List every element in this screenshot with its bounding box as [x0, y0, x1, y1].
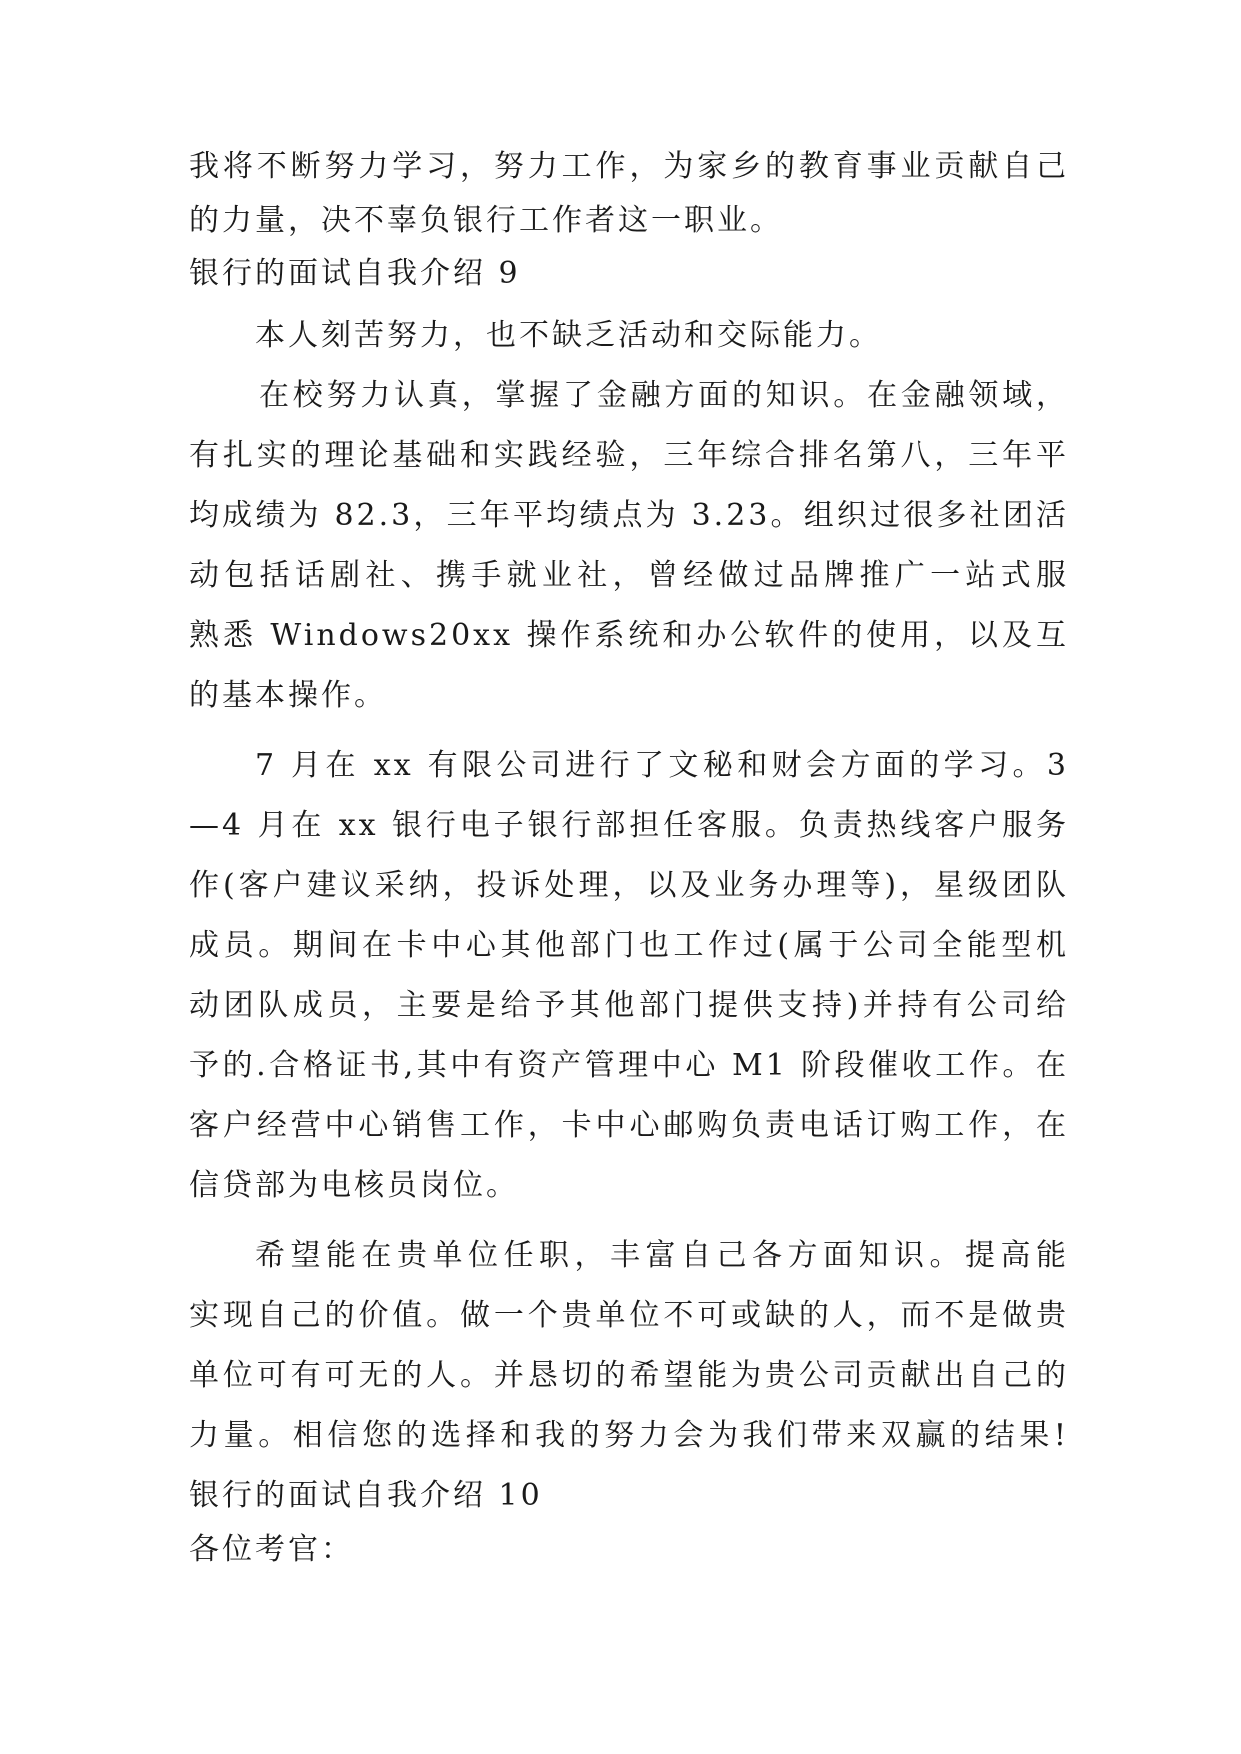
paragraph-line: 在校努力认真，掌握了金融方面的知识。在金融领域， — [259, 378, 1069, 413]
paragraph-line: 各位考官： — [189, 1532, 354, 1567]
section-heading: 银行的面试自我介绍 9 — [189, 256, 521, 291]
paragraph-line: 熟悉 Windows20xx 操作系统和办公软件的使用，以及互 — [189, 618, 1069, 653]
paragraph-line: 希望能在贵单位任职，丰富自己各方面知识。提高能 — [255, 1238, 1069, 1273]
paragraph-line: 客户经营中心销售工作，卡中心邮购负责电话订购工作，在 — [189, 1108, 1069, 1143]
paragraph-line: 本人刻苦努力，也不缺乏活动和交际能力。 — [255, 318, 882, 353]
paragraph-line: 信贷部为电核员岗位。 — [189, 1168, 519, 1203]
paragraph-line: 动包括话剧社、携手就业社，曾经做过品牌推广一站式服 — [189, 558, 1069, 593]
paragraph-line: 予的.合格证书,其中有资产管理中心 M1 阶段催收工作。在 — [189, 1048, 1069, 1083]
paragraph-line: 作(客户建议采纳，投诉处理，以及业务办理等)，星级团队 — [189, 868, 1069, 903]
paragraph-line: —4 月在 xx 银行电子银行部担任客服。负责热线客户服务 — [189, 808, 1069, 843]
paragraph-line: 均成绩为 82.3，三年平均绩点为 3.23。组织过很多社团活 — [189, 498, 1069, 533]
paragraph-line: 7 月在 xx 有限公司进行了文秘和财会方面的学习。3 — [255, 748, 1069, 783]
paragraph-line: 成员。期间在卡中心其他部门也工作过(属于公司全能型机 — [189, 928, 1069, 963]
paragraph-line: 动团队成员，主要是给予其他部门提供支持)并持有公司给 — [189, 988, 1069, 1023]
paragraph-line: 我将不断努力学习，努力工作，为家乡的教育事业贡献自己 — [189, 149, 1069, 184]
paragraph-line: 实现自己的价值。做一个贵单位不可或缺的人，而不是做贵 — [189, 1298, 1069, 1333]
paragraph-line: 单位可有可无的人。并恳切的希望能为贵公司贡献出自己的 — [189, 1358, 1069, 1393]
paragraph-line: 力量。相信您的选择和我的努力会为我们带来双赢的结果! — [189, 1418, 1069, 1453]
paragraph-line: 有扎实的理论基础和实践经验，三年综合排名第八，三年平 — [189, 438, 1069, 473]
section-heading: 银行的面试自我介绍 10 — [189, 1478, 543, 1513]
paragraph-line: 的力量，决不辜负银行工作者这一职业。 — [189, 203, 783, 238]
paragraph-line: 的基本操作。 — [189, 678, 387, 713]
